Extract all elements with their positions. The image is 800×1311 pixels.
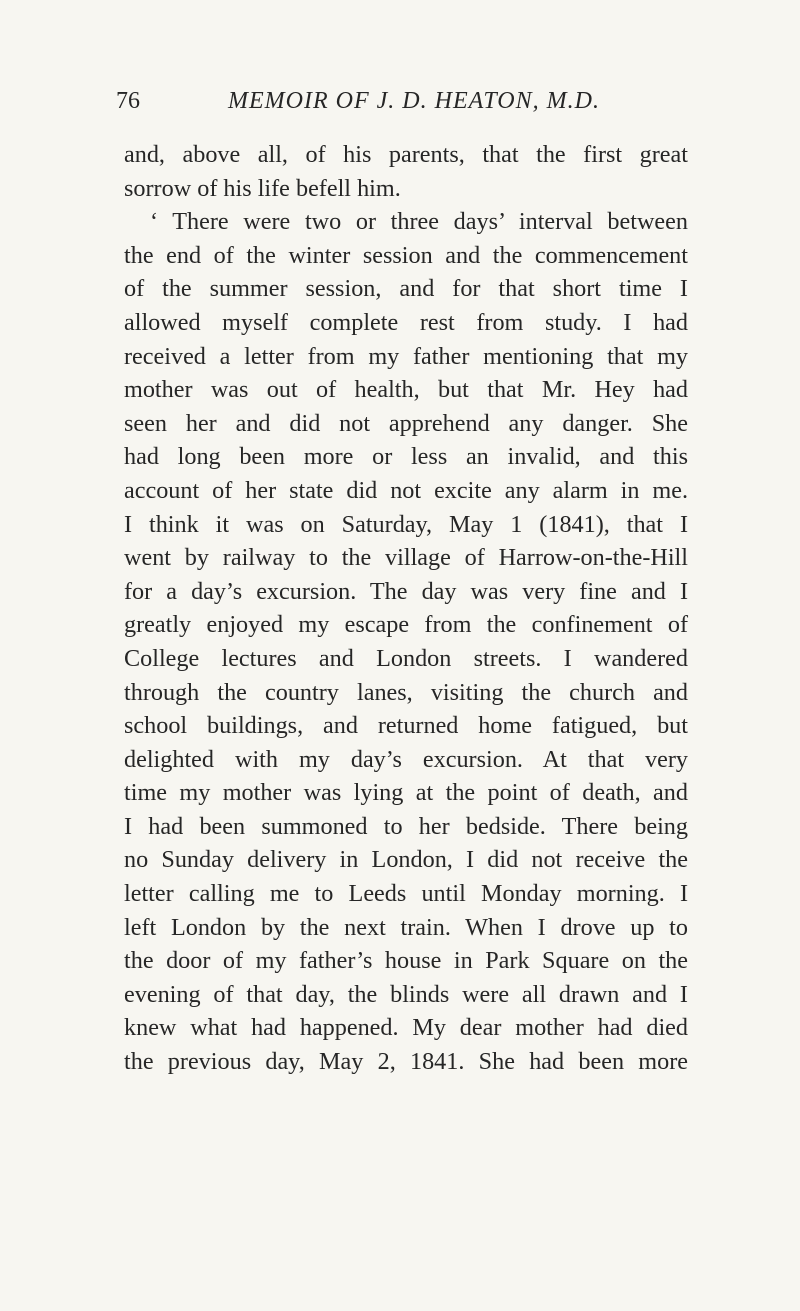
text-line: time my mother was lying at the point of death, and — [124, 779, 688, 807]
text-line: ‘ There were two or three days’ interval between — [150, 208, 688, 236]
text-line: the end of the winter session and the commencement — [124, 241, 688, 269]
text-line: no Sunday delivery in London, I did not receive the — [124, 846, 688, 874]
text-line: evening of that day, the blinds were all drawn and I — [124, 980, 688, 1008]
text-line: College lectures and London streets. I wandered — [124, 644, 688, 672]
text-line: I had been summoned to her bedside. There being — [124, 812, 688, 840]
text-line: and, above all, of his parents, that the first great — [124, 141, 688, 168]
text-line: sorrow of his life befell him. — [124, 174, 401, 202]
body-text — [124, 138, 688, 1079]
text-line: allowed myself complete rest from study. I had — [124, 308, 688, 336]
text-line: had long been more or less an invalid, and this — [124, 443, 688, 471]
running-title: MEMOIR OF J. D. HEATON, M.D. — [228, 88, 600, 114]
text-line: greatly enjoyed my escape from the confinement of — [124, 611, 688, 639]
text-line: received a letter from my father mentioning that my — [124, 342, 688, 370]
text-line: through the country lanes, visiting the church and — [124, 678, 688, 706]
text-line: the door of my father’s house in Park Square on the — [124, 947, 688, 975]
text-line: went by railway to the village of Harrow-on-the-Hill — [124, 544, 688, 572]
text-line: letter calling me to Leeds until Monday morning. I — [124, 880, 688, 908]
text-line: school buildings, and returned home fatigued, but — [124, 712, 688, 740]
text-line: I think it was on Saturday, May 1 (1841), that I — [124, 510, 688, 538]
text-line: left London by the next train. When I drove up to — [124, 913, 688, 941]
text-line: account of her state did not excite any alarm in me. — [124, 476, 688, 504]
page-number: 76 — [116, 88, 140, 114]
text-line: for a day’s excursion. The day was very fine and I — [124, 577, 688, 605]
text-line: seen her and did not apprehend any danger. She — [124, 409, 688, 437]
text-line: mother was out of health, but that Mr. Hey had — [124, 376, 688, 404]
running-head — [116, 86, 716, 116]
text-line: of the summer session, and for that short time I — [124, 275, 688, 303]
text-line: delighted with my day’s excursion. At that very — [124, 745, 688, 773]
text-line: the previous day, May 2, 1841. She had been more — [124, 1048, 688, 1076]
text-line: knew what had happened. My dear mother had died — [124, 1014, 688, 1042]
